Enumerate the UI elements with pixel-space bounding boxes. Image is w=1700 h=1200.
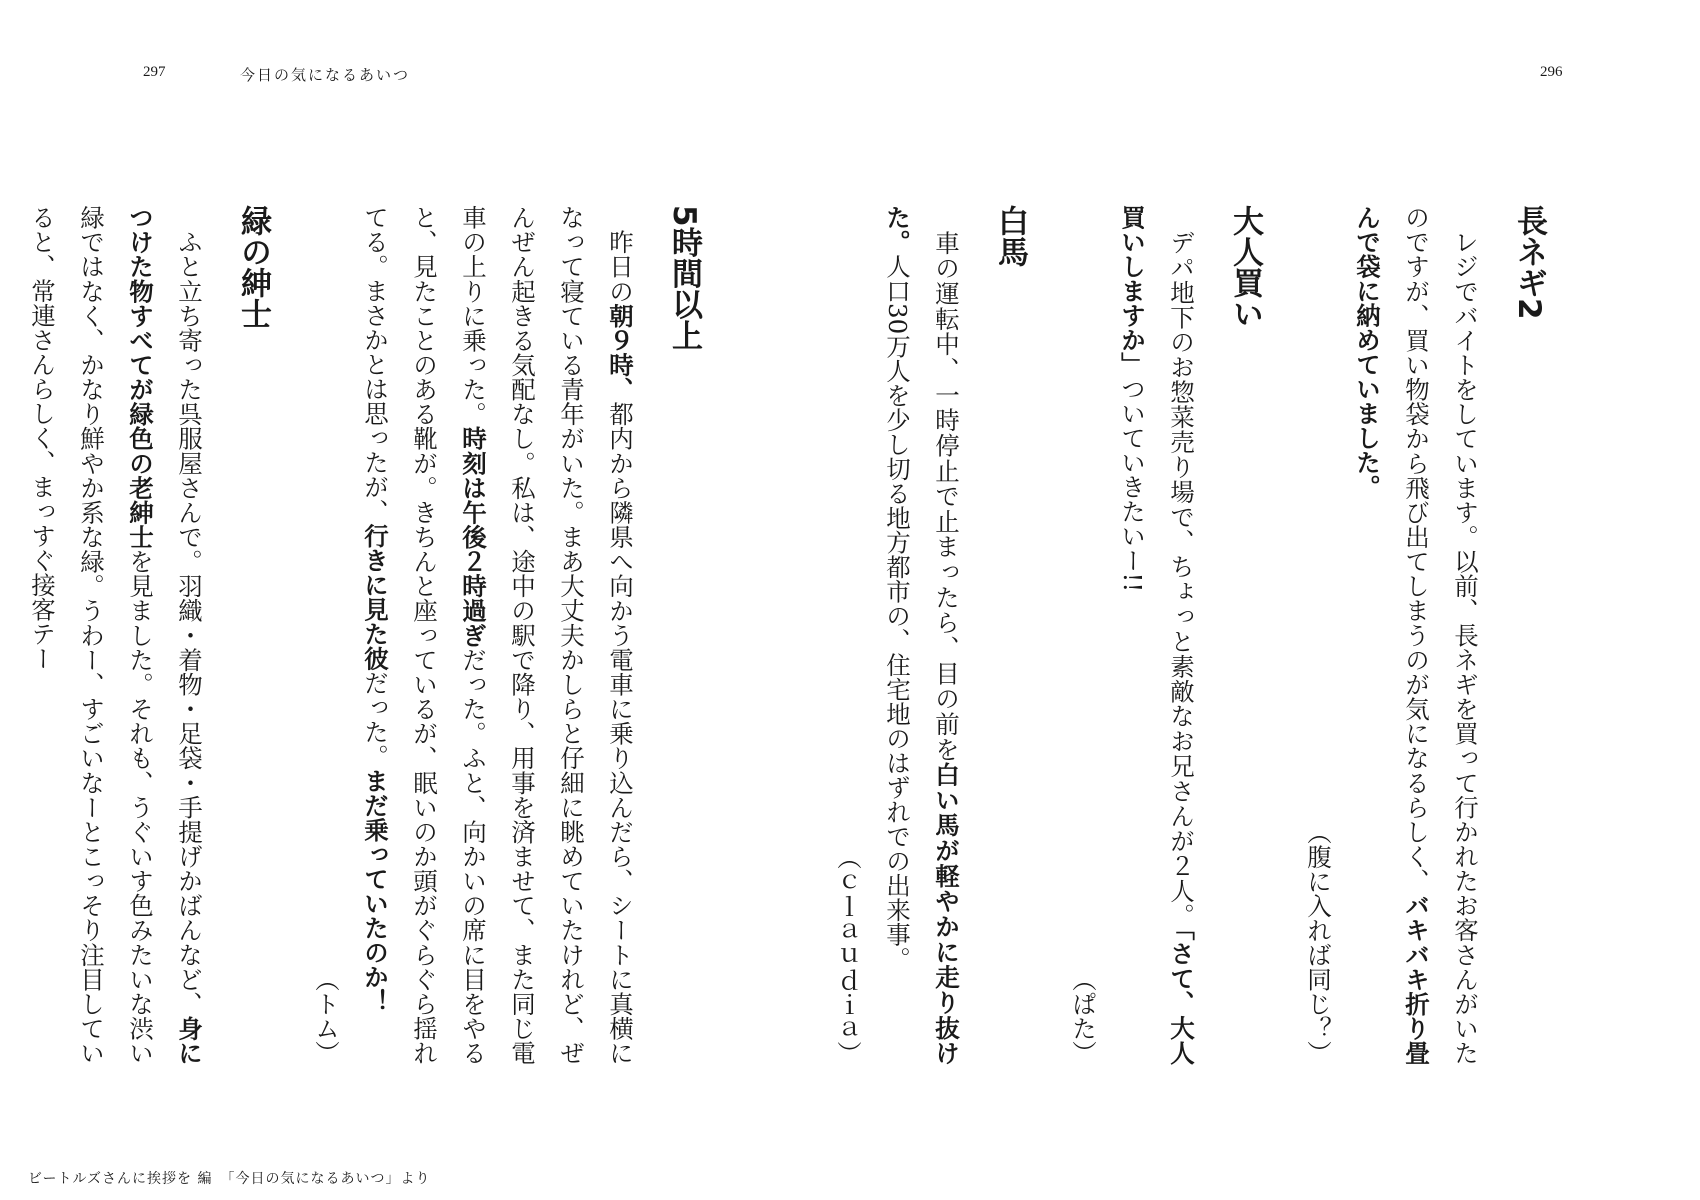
contributor-signature: （ぱた） bbox=[1069, 967, 1098, 1065]
right-page-number: 296 bbox=[1540, 64, 1563, 80]
left-page-number: 297 bbox=[143, 64, 166, 80]
body-run: 人口30万人を少し切る地方都市の、住宅地のはずれでの出来事。 bbox=[883, 254, 912, 972]
article-body bbox=[302, 205, 645, 1065]
left-page-text bbox=[28, 205, 715, 1066]
body-run: ついていきたいー!! bbox=[1118, 376, 1147, 593]
contributor-signature: （腹に入れば同じ？） bbox=[1304, 820, 1333, 1065]
article-heading: 緑の紳士 bbox=[235, 205, 271, 329]
body-run: 昨日の bbox=[606, 229, 635, 304]
article-section bbox=[1059, 205, 1276, 1065]
contributor-signature: （トム） bbox=[312, 967, 341, 1065]
footer-source: ビートルズさんに挨拶を 編 「今日の気になるあいつ」より bbox=[28, 1171, 431, 1187]
emphasized-text: 「さて、大人買いしますか」 bbox=[1118, 205, 1196, 1066]
emphasized-text: 行きに見た彼 bbox=[361, 523, 390, 671]
emphasized-text: バキバキ折り畳んで袋に納めていました。 bbox=[1353, 205, 1431, 1066]
article-section bbox=[18, 205, 284, 1065]
article-heading: 大人買い bbox=[1227, 205, 1263, 329]
article-heading: 長ネギ2 bbox=[1511, 205, 1547, 320]
body-run: デパ地下のお惣菜売り場で、ちょっと素敵なお兄さんが２人。 bbox=[1167, 229, 1196, 929]
body-run: 都内から隣県へ向かう電車に乗り込んだら、シートに真横になって寝ている青年がいた。まあ大丈夫かしらと仔細に眺めていたけれど、ぜんぜん起きる気配なし。私は、途中の駅で降り、用事を済ませて、また同じ電車の上りに乗った。 bbox=[459, 205, 635, 1066]
article-body bbox=[1294, 205, 1490, 1065]
body-run: を見ました。それも、うぐいす色みたいな渋い緑ではなく、かなり鮮やか系な緑。うわー、すごいなーとこっそり注目していると、常連さんらしく、まっすぐ接客テー bbox=[28, 205, 155, 1066]
article-section bbox=[1294, 205, 1560, 1065]
emphasized-text: まだ乗っていたのか！ bbox=[361, 768, 390, 1014]
body-run: だった。ふと、向かいの席に目をやると、見たことのある靴が。きちんと座っているが、眠いのか頭がぐらぐら揺れてる。まさかとは思ったが、 bbox=[361, 205, 488, 1066]
body-run: だった。 bbox=[361, 670, 390, 769]
emphasized-text: 朝９時、 bbox=[606, 303, 635, 402]
article-heading: 白馬 bbox=[992, 205, 1028, 267]
emphasized-text: 時刻は午後２時過ぎ bbox=[459, 426, 488, 648]
article-section bbox=[824, 205, 1041, 1065]
article-section bbox=[302, 205, 715, 1065]
emphasized-text: 身につけた物すべてが緑色の老紳士 bbox=[126, 205, 204, 1066]
body-run: 車の運転中、一時停止で止まったら、目の前を bbox=[932, 230, 961, 763]
article-body bbox=[18, 205, 214, 1065]
article-body bbox=[1059, 205, 1206, 1065]
contributor-signature: （ｃｌａｕｄｉａ） bbox=[834, 844, 863, 1065]
body-run: ふと立ち寄った呉服屋さんで。羽織・着物・足袋・手提げかばんなど、 bbox=[175, 229, 204, 1016]
article-body bbox=[824, 205, 971, 1065]
body-run: レジでバイトをしています。以前、長ネギを買って行かれたお客さんがいたのですが、買い物袋から飛び出てしまうのが気になるらしく、 bbox=[1402, 205, 1480, 1066]
emphasized-text: 白い馬が軽やかに走り抜けた。 bbox=[883, 205, 961, 1066]
running-title: 今日の気になるあいつ bbox=[240, 66, 411, 84]
article-heading: 5時間以上 bbox=[666, 205, 702, 351]
right-page-text bbox=[834, 205, 1560, 1066]
